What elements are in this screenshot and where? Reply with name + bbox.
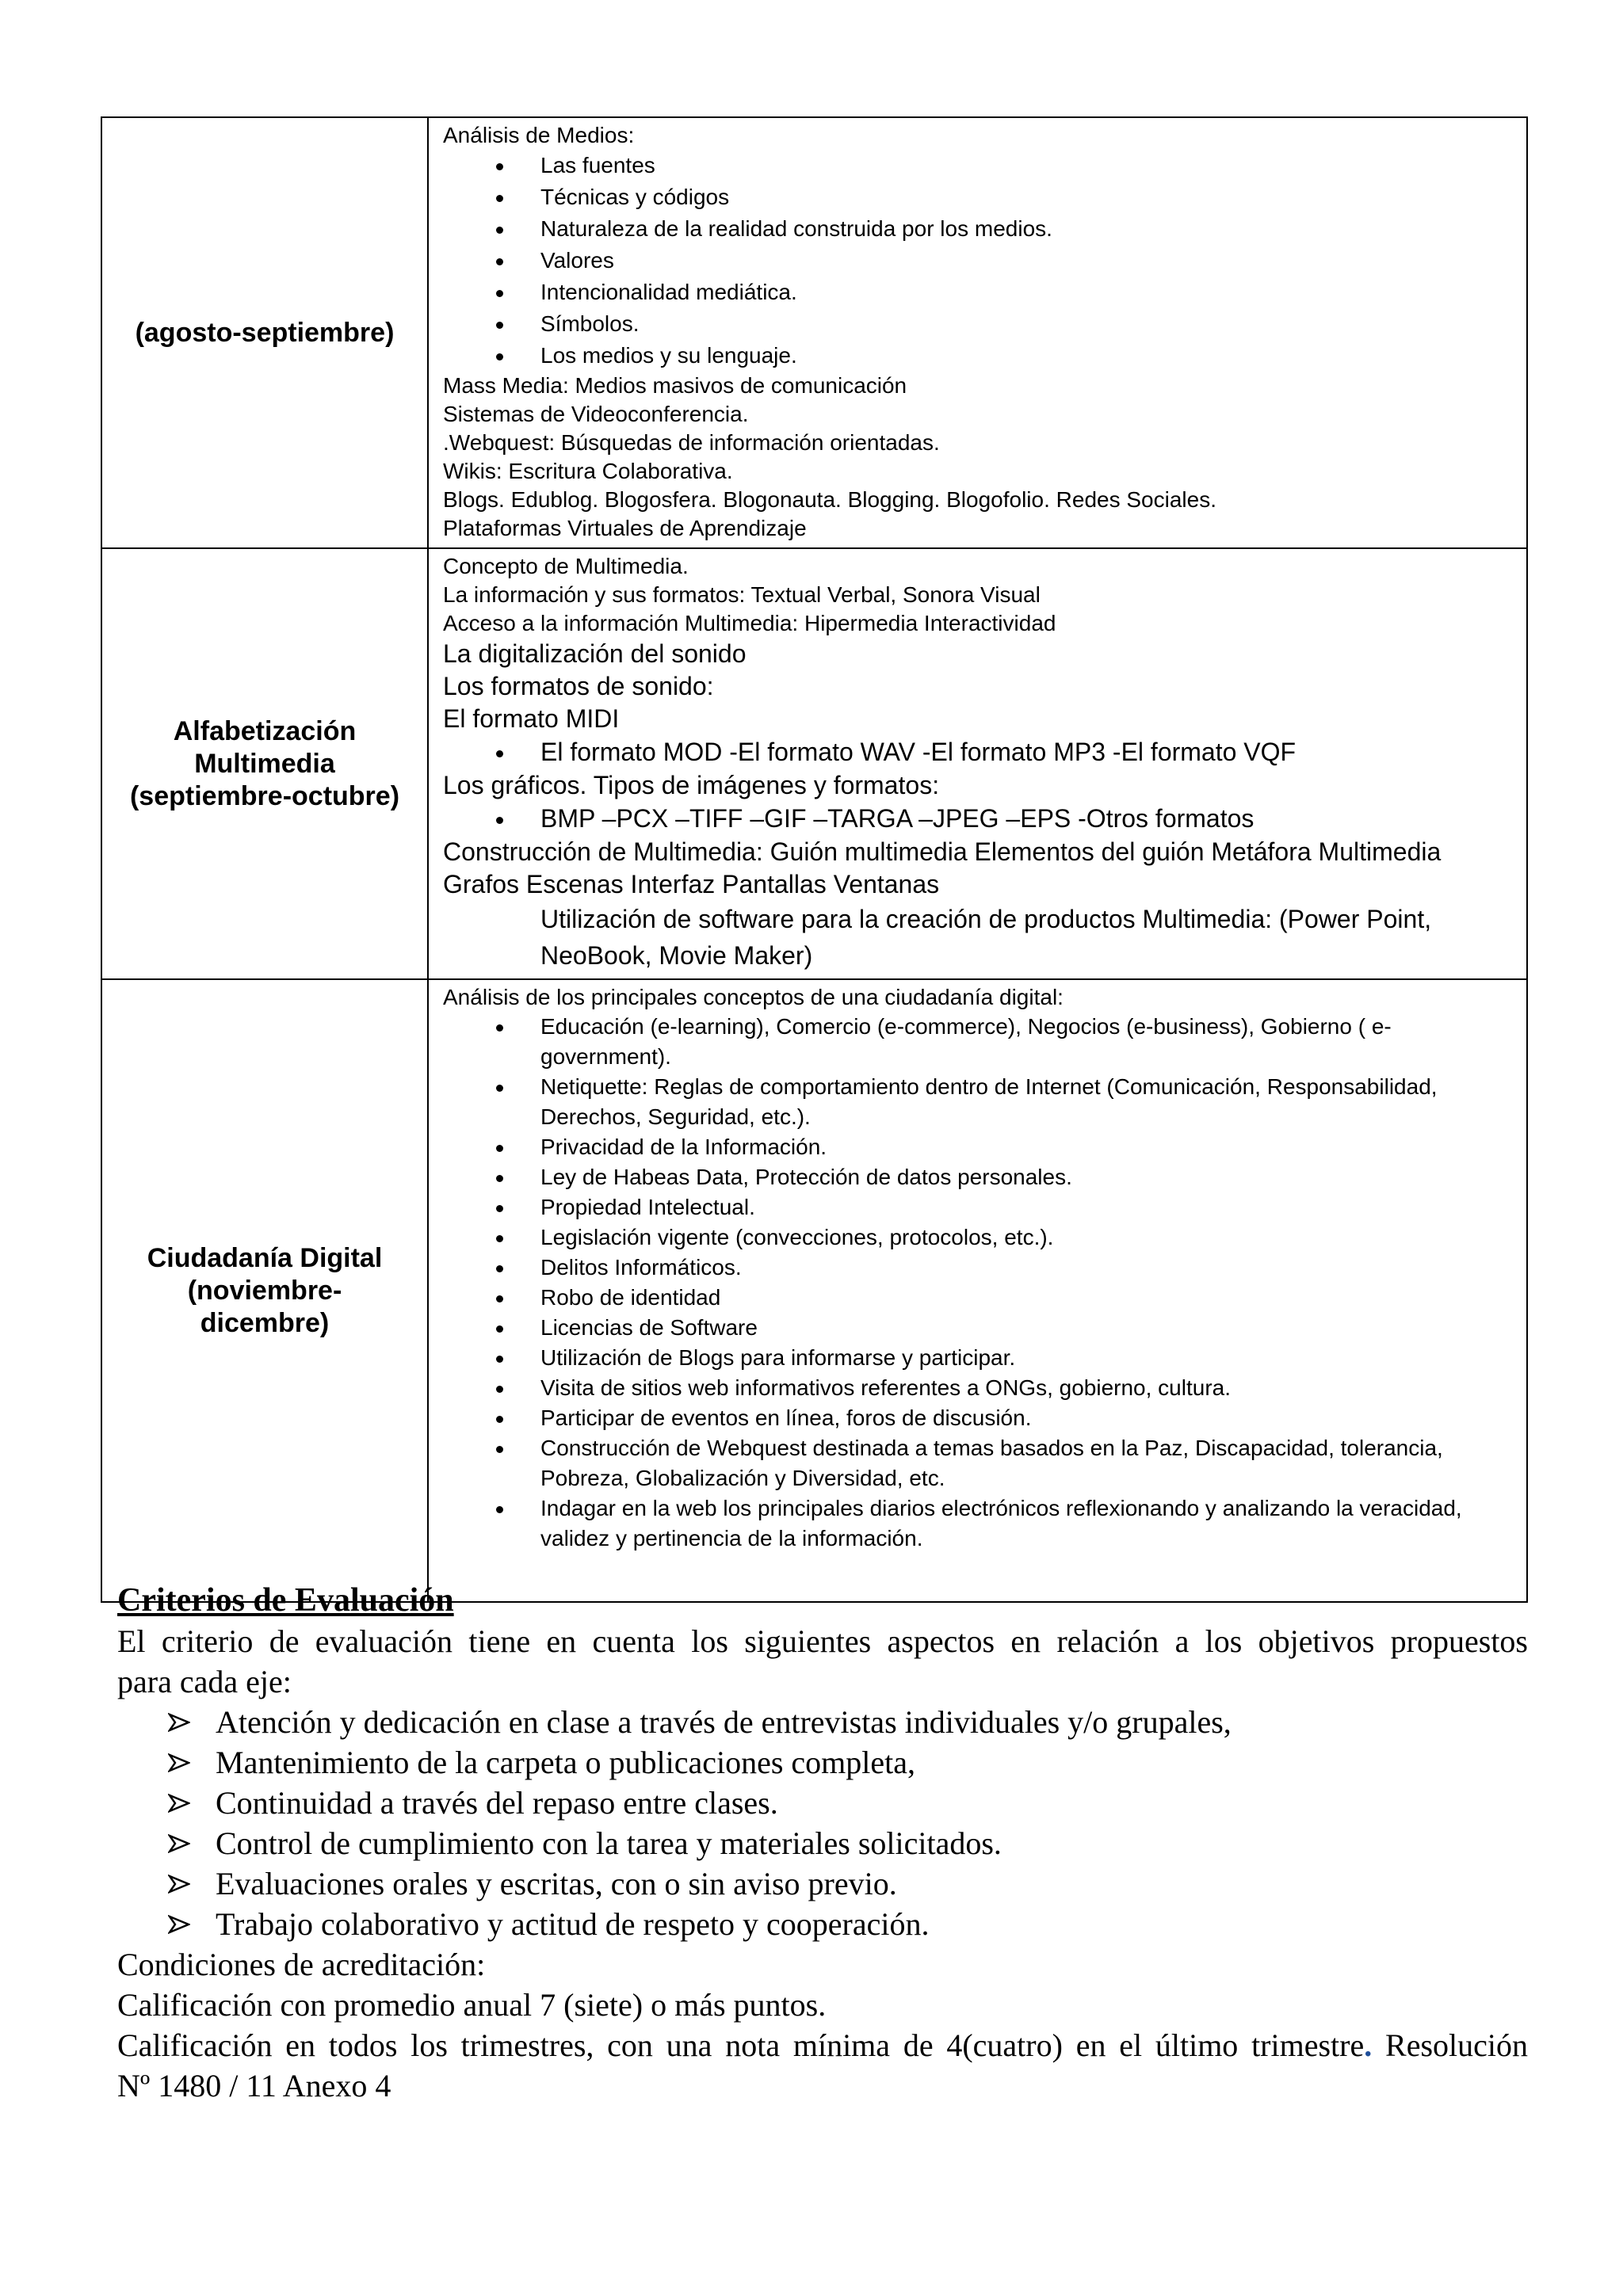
bullet-list — [443, 802, 1515, 836]
list-item-text: Trabajo colaborativo y actitud de respeto y cooperación. — [216, 1906, 930, 1942]
list-item: Intencionalidad mediática. — [443, 277, 1515, 308]
text-line: Wikis: Escritura Colaborativa. — [443, 459, 733, 483]
row-label-cell — [101, 117, 428, 548]
calificacion-text: Calificación en todos los trimestres, con una nota mínima de 4(cuatro) en el último trimestre — [117, 2027, 1365, 2063]
list-item: Privacidad de la Información. — [443, 1132, 1515, 1162]
list-item: BMP –PCX –TIFF –GIF –TARGA –JPEG –EPS -Otros formatos — [443, 802, 1515, 836]
list-item: Símbolos. — [443, 308, 1515, 340]
list-item: Construcción de Webquest destinada a temas basados en la Paz, Discapacidad, tolerancia, Pobreza, Globalización y Diversidad, etc. — [443, 1433, 1515, 1493]
text-line: Utilización de software para la creación de productos Multimedia: (Power Point, — [540, 905, 1432, 933]
list-item: Robo de identidad — [443, 1283, 1515, 1313]
list-item — [117, 1863, 1528, 1904]
condiciones-heading: Condiciones de acreditación: — [117, 1947, 486, 1982]
list-item-text: Atención y dedicación en clase a través de entrevistas individuales y/o grupales, — [216, 1704, 1232, 1740]
list-item: Los medios y su lenguaje. — [443, 340, 1515, 372]
text-line: Plataformas Virtuales de Aprendizaje — [443, 516, 807, 540]
text-line: Grafos Escenas Interfaz Pantallas Ventanas — [443, 870, 940, 898]
list-item — [117, 1702, 1528, 1742]
intro-paragraph-line: El criterio de evaluación tiene en cuenta los siguientes aspectos en relación a los objetivos propuestos — [117, 1623, 1528, 1659]
text-line: .Webquest: Búsquedas de información orientadas. — [443, 430, 940, 455]
text-line: NeoBook, Movie Maker) — [540, 941, 813, 970]
bullet-list — [443, 1012, 1515, 1554]
list-item: Participar de eventos en línea, foros de discusión. — [443, 1403, 1515, 1433]
row-label: (septiembre-octubre) — [129, 780, 400, 811]
bullet-list — [443, 735, 1515, 769]
row-label: (agosto-septiembre) — [135, 317, 395, 348]
text-line: La digitalización del sonido — [443, 639, 747, 668]
blue-period: . — [1364, 2027, 1373, 2063]
arrow-bullet-icon — [168, 1794, 190, 1813]
list-item: Utilización de Blogs para informarse y participar. — [443, 1343, 1515, 1373]
list-item: Legislación vigente (convecciones, protocolos, etc.). — [443, 1222, 1515, 1253]
section-heading: Análisis de Medios: — [443, 123, 635, 147]
list-item: Valores — [443, 245, 1515, 277]
table-row-analisis-medios — [101, 117, 1527, 548]
text-line: Blogs. Edublog. Blogosfera. Blogonauta. Blogging. Blogofolio. Redes Sociales. — [443, 487, 1216, 512]
resolucion-text: Resolución — [1372, 2027, 1528, 2063]
text-line: El formato MIDI — [443, 704, 620, 733]
list-item: Ley de Habeas Data, Protección de datos personales. — [443, 1162, 1515, 1192]
row-content-cell — [428, 117, 1527, 548]
arrow-bullet-icon — [168, 1915, 190, 1934]
arrow-bullet-icon — [168, 1753, 190, 1772]
list-item — [117, 1823, 1528, 1863]
list-item: Delitos Informáticos. — [443, 1253, 1515, 1283]
list-item: El formato MOD -El formato WAV -El formato MP3 -El formato VQF — [443, 735, 1515, 769]
list-item: Licencias de Software — [443, 1313, 1515, 1343]
text-line: Los formatos de sonido: — [443, 672, 714, 700]
row-label-cell — [101, 548, 428, 979]
list-item — [117, 1783, 1528, 1823]
list-item: Educación (e-learning), Comercio (e-commerce), Negocios (e-business), Gobierno ( e-government). — [443, 1012, 1515, 1072]
table-row-ciudadania-digital — [101, 979, 1527, 1602]
list-item-text: Evaluaciones orales y escritas, con o sin aviso previo. — [216, 1866, 897, 1901]
table-row-alfabetizacion-multimedia — [101, 548, 1527, 979]
row-label: dicembre) — [200, 1307, 330, 1338]
text-line: Sistemas de Videoconferencia. — [443, 402, 749, 426]
criteria-list — [117, 1702, 1528, 1944]
criterios-section — [117, 1580, 1528, 2106]
list-item-text: Continuidad a través del repaso entre clases. — [216, 1785, 778, 1821]
text-line: Construcción de Multimedia: Guión multimedia Elementos del guión Metáfora Multimedia — [443, 837, 1442, 866]
section-heading: Análisis de los principales conceptos de una ciudadanía digital: — [443, 985, 1064, 1009]
calificacion-line — [117, 2025, 1528, 2065]
list-item: Las fuentes — [443, 150, 1515, 181]
list-item: Indagar en la web los principales diarios electrónicos reflexionando y analizando la veracidad, validez y pertinencia de la información. — [443, 1493, 1515, 1554]
row-content-cell — [428, 548, 1527, 979]
list-item: Propiedad Intelectual. — [443, 1192, 1515, 1222]
row-label: Multimedia — [194, 748, 335, 779]
text-line: Mass Media: Medios masivos de comunicación — [443, 373, 907, 398]
row-content-cell — [428, 979, 1527, 1602]
row-label: (noviembre- — [187, 1275, 342, 1306]
list-item: Visita de sitios web informativos referentes a ONGs, gobierno, cultura. — [443, 1373, 1515, 1403]
section-title: Criterios de Evaluación — [117, 1582, 454, 1619]
text-line: Acceso a la información Multimedia: Hipermedia Interactividad — [443, 611, 1056, 635]
list-item-text: Mantenimiento de la carpeta o publicaciones completa, — [216, 1745, 915, 1780]
text-line: Concepto de Multimedia. — [443, 554, 689, 578]
bullet-list — [443, 150, 1515, 372]
resolucion-line: Nº 1480 / 11 Anexo 4 — [117, 2068, 391, 2103]
list-item: Técnicas y códigos — [443, 181, 1515, 213]
row-label-cell — [101, 979, 428, 1602]
row-label: Ciudadanía Digital — [147, 1242, 383, 1273]
list-item — [117, 1742, 1528, 1783]
text-line: Los gráficos. Tipos de imágenes y formatos: — [443, 771, 940, 799]
arrow-bullet-icon — [168, 1875, 190, 1894]
list-item-text: Control de cumplimiento con la tarea y materiales solicitados. — [216, 1825, 1002, 1861]
list-item: Naturaleza de la realidad construida por los medios. — [443, 213, 1515, 245]
intro-paragraph-line: para cada eje: — [117, 1664, 292, 1699]
syllabus-table — [101, 116, 1528, 1603]
list-item: Netiquette: Reglas de comportamiento dentro de Internet (Comunicación, Responsabilidad, Derechos, Seguridad, etc.). — [443, 1072, 1515, 1132]
calificacion-line: Calificación con promedio anual 7 (siete) o más puntos. — [117, 1987, 827, 2023]
arrow-bullet-icon — [168, 1713, 190, 1732]
row-label: Alfabetización — [173, 715, 357, 746]
text-line: La información y sus formatos: Textual Verbal, Sonora Visual — [443, 582, 1041, 607]
list-item — [117, 1904, 1528, 1944]
arrow-bullet-icon — [168, 1834, 190, 1853]
